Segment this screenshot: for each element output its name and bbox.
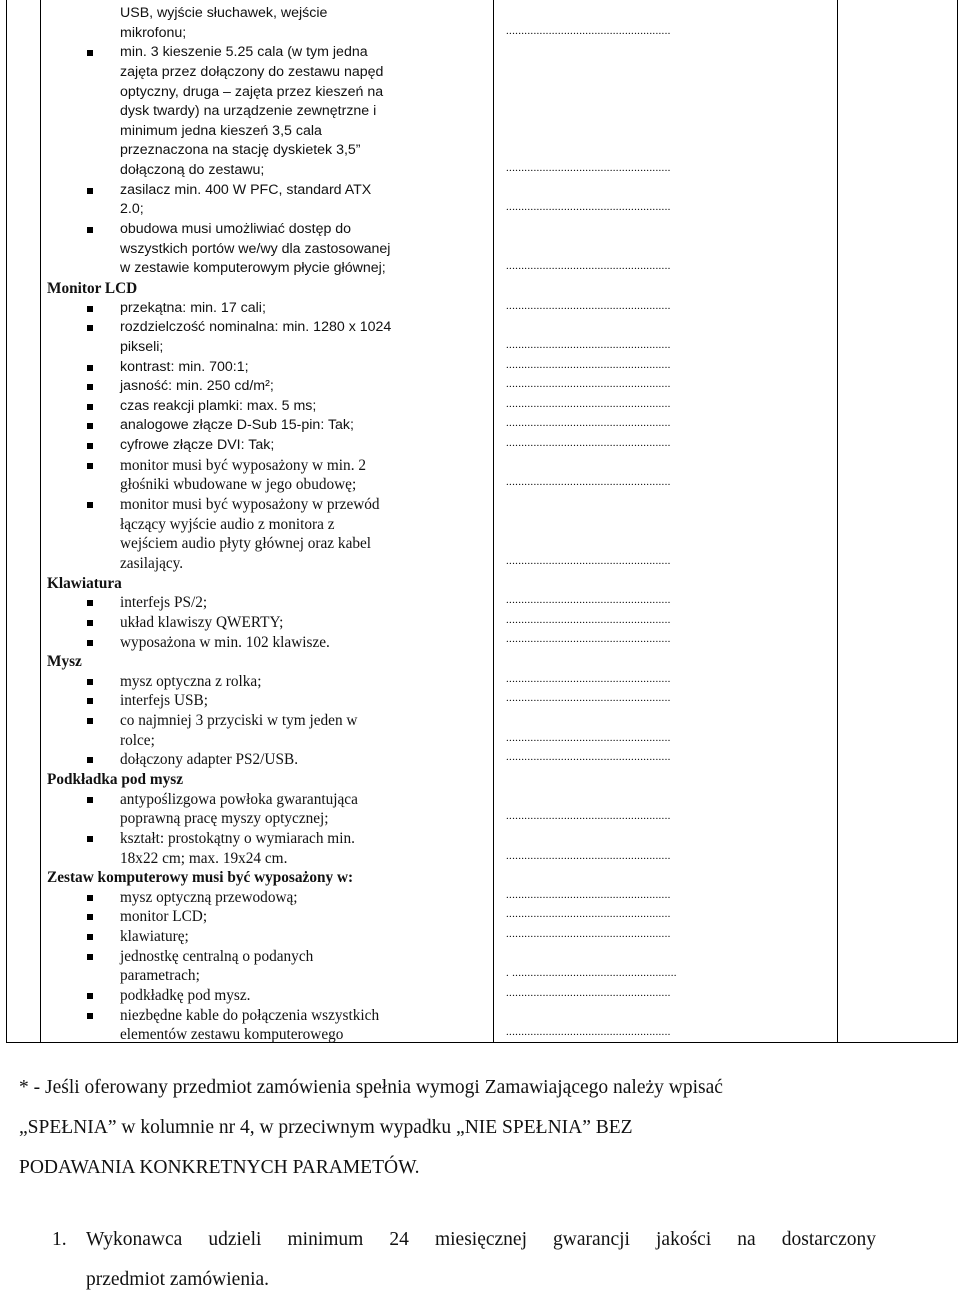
answer-blank	[506, 436, 836, 456]
spec-item	[47, 927, 467, 947]
answer-dots: ......................................................	[506, 260, 671, 273]
answer-blank	[506, 4, 836, 24]
spec-table	[6, 0, 958, 1043]
answer-blank	[506, 691, 836, 711]
spec-text: monitor musi być wyposażony w min. 2	[120, 456, 367, 474]
spec-item	[47, 691, 467, 711]
answer-dots: ......................................................	[506, 849, 671, 862]
answer-blank	[506, 515, 836, 535]
spec-text: dołączoną do zestawu;	[120, 162, 265, 179]
spec-text: Zestaw komputerowy musi być wyposażony w:	[47, 869, 354, 887]
footnote	[19, 1068, 939, 1188]
answer-dots: ......................................................	[506, 633, 671, 646]
spec-item	[47, 416, 467, 436]
spec-item-continuation	[47, 809, 467, 829]
answer-blank	[506, 593, 836, 613]
answer-blank	[506, 416, 836, 436]
column-divider-right	[837, 0, 838, 1043]
clause-text: Wykonawca udzieli minimum 24 miesięcznej gwarancji jakości na dostarczony	[86, 1229, 876, 1250]
spec-item	[47, 711, 467, 731]
bullet-square-icon	[87, 993, 93, 999]
spec-text: analogowe złącze D-Sub 15-pin: Tak;	[120, 417, 354, 434]
spec-item-continuation	[47, 338, 467, 358]
spec-text: interfejs USB;	[120, 692, 208, 710]
spec-item	[47, 790, 467, 810]
answer-blank	[506, 849, 836, 869]
spec-text: mysz optyczną przewodową;	[120, 888, 298, 906]
answer-dots: ......................................................	[506, 299, 671, 312]
bullet-square-icon	[87, 325, 93, 331]
footnote-line: „SPEŁNIA” w kolumnie nr 4, w przeciwnym wypadku „NIE SPEŁNIA” BEZ	[19, 1117, 633, 1138]
specification-column	[47, 4, 467, 1045]
spec-text: pikseli;	[120, 338, 164, 355]
spec-text: kontrast: min. 700:1;	[120, 358, 249, 375]
answer-blank	[506, 141, 836, 161]
answer-dots: ......................................................	[506, 24, 671, 37]
spec-text: cyfrowe złącze DVI: Tak;	[120, 437, 275, 454]
spec-text: podkładkę pod mysz.	[120, 987, 251, 1005]
spec-item-continuation	[47, 966, 467, 986]
spec-text: łączący wyjście audio z monitora z	[120, 515, 335, 533]
spec-text: przekątna: min. 17 cali;	[120, 299, 266, 316]
spec-item	[47, 1006, 467, 1026]
spec-item	[47, 593, 467, 613]
answer-blank	[506, 652, 836, 672]
answer-blank	[506, 279, 836, 299]
answer-dots: ......................................................	[506, 476, 671, 489]
spec-item	[47, 947, 467, 967]
spec-text: wyposażona w min. 102 klawisze.	[120, 633, 330, 651]
bullet-square-icon	[87, 895, 93, 901]
spec-text: wszystkich portów we/wy dla zastosowanej	[120, 240, 391, 257]
column-divider-middle	[493, 0, 494, 1043]
answer-blank	[506, 1006, 836, 1026]
answer-blank	[506, 711, 836, 731]
spec-text: niezbędne kable do połączenia wszystkich	[120, 1006, 380, 1024]
spec-text: mikrofonu;	[120, 24, 187, 41]
footnote-line: * - Jeśli oferowany przedmiot zamówienia spełnia wymogi Zamawiającego należy wpisać	[19, 1077, 723, 1098]
answer-dots: ......................................................	[506, 358, 671, 371]
section-header	[47, 770, 467, 790]
bullet-square-icon	[87, 914, 93, 920]
answer-blank	[506, 24, 836, 44]
spec-text: monitor musi być wyposażony w przewód	[120, 496, 380, 514]
answer-blank	[506, 83, 836, 103]
answer-dots: ......................................................	[506, 810, 671, 823]
spec-text: przeznaczona na stację dyskietek 3,5”	[120, 142, 361, 159]
section-header	[47, 652, 467, 672]
bullet-square-icon	[87, 797, 93, 803]
spec-item	[47, 829, 467, 849]
spec-item-continuation	[47, 63, 467, 83]
bullet-square-icon	[87, 640, 93, 646]
answer-blank	[506, 731, 836, 751]
bullet-square-icon	[87, 836, 93, 842]
bullet-square-icon	[87, 463, 93, 469]
answer-blank	[506, 397, 836, 417]
answer-dots: ......................................................	[506, 692, 671, 705]
bullet-square-icon	[87, 423, 93, 429]
answer-blank	[506, 888, 836, 908]
spec-text: głośniki wbudowane w jego obudowę;	[120, 476, 357, 494]
spec-text: minimum jedna kieszeń 3,5 cala	[120, 122, 322, 139]
spec-text: monitor LCD;	[120, 908, 208, 926]
bullet-square-icon	[87, 443, 93, 449]
answer-blank	[506, 809, 836, 829]
spec-item	[47, 633, 467, 653]
spec-item-continuation	[47, 554, 467, 574]
answer-dots: ......................................................	[506, 1026, 671, 1039]
spec-text: dysk twardy) na urządzenie zewnętrzne i	[120, 103, 377, 120]
spec-item	[47, 907, 467, 927]
answer-blank	[506, 613, 836, 633]
bullet-square-icon	[87, 718, 93, 724]
spec-item-continuation	[47, 534, 467, 554]
answer-blank	[506, 907, 836, 927]
answer-dots: ......................................................	[506, 987, 671, 1000]
answer-dots: . ......................................................	[506, 967, 677, 980]
spec-text: rozdzielczość nominalna: min. 1280 x 1024	[120, 319, 392, 336]
answer-blank	[506, 102, 836, 122]
spec-item-continuation	[47, 24, 467, 44]
spec-item	[47, 495, 467, 515]
spec-item	[47, 220, 467, 240]
answer-dots: ......................................................	[506, 338, 671, 351]
bullet-square-icon	[87, 757, 93, 763]
spec-text: 2.0;	[120, 201, 144, 218]
answer-dots: ......................................................	[506, 162, 671, 175]
spec-text: parametrach;	[120, 967, 200, 985]
spec-text: Klawiatura	[47, 574, 122, 592]
spec-item	[47, 456, 467, 476]
bullet-square-icon	[87, 365, 93, 371]
bullet-square-icon	[87, 1013, 93, 1019]
bullet-square-icon	[87, 384, 93, 390]
answer-blank	[506, 299, 836, 319]
spec-item-continuation	[47, 102, 467, 122]
answer-dots: ......................................................	[506, 613, 671, 626]
answer-blank	[506, 495, 836, 515]
bullet-square-icon	[87, 698, 93, 704]
spec-item-continuation	[47, 83, 467, 103]
spec-text: poprawną pracę myszy optycznej;	[120, 810, 329, 828]
bullet-square-icon	[87, 50, 93, 56]
footnote-line: PODAWANIA KONKRETNYCH PARAMETÓW.	[19, 1157, 420, 1178]
spec-text: obudowa musi umożliwiać dostęp do	[120, 221, 352, 238]
bullet-square-icon	[87, 679, 93, 685]
answer-dots: ......................................................	[506, 751, 671, 764]
spec-item	[47, 436, 467, 456]
answer-blank	[506, 122, 836, 142]
spec-text: co najmniej 3 przyciski w tym jeden w	[120, 712, 358, 730]
spec-text: Podkładka pod mysz	[47, 770, 184, 788]
answer-dots: ......................................................	[506, 201, 671, 214]
bullet-square-icon	[87, 954, 93, 960]
answer-blank	[506, 750, 836, 770]
clause-text: przedmiot zamówienia.	[86, 1269, 270, 1290]
spec-item	[47, 613, 467, 633]
spec-item	[47, 358, 467, 378]
answer-dots: ......................................................	[506, 731, 671, 744]
spec-text: optyczny, druga – zajęta przez kieszeń na	[120, 83, 384, 100]
clause-number: 1.	[52, 1229, 67, 1250]
answer-blank	[506, 338, 836, 358]
spec-item	[47, 318, 467, 338]
spec-text: Mysz	[47, 653, 82, 671]
spec-text: 18x22 cm; max. 19x24 cm.	[120, 849, 288, 867]
spec-item	[47, 672, 467, 692]
answer-blank	[506, 200, 836, 220]
answer-dots: ......................................................	[506, 908, 671, 921]
answer-blank	[506, 829, 836, 849]
spec-item	[47, 299, 467, 319]
spec-text: w zestawie komputerowym płycie głównej;	[120, 260, 386, 277]
answer-blank	[506, 377, 836, 397]
spec-text: Monitor LCD	[47, 279, 138, 297]
spec-text: USB, wyjście słuchawek, wejście	[120, 5, 328, 21]
spec-item-continuation	[47, 200, 467, 220]
bullet-square-icon	[87, 502, 93, 508]
spec-item	[47, 377, 467, 397]
answer-blank	[506, 554, 836, 574]
spec-text: zajęta przez dołączony do zestawu napęd	[120, 63, 384, 80]
answer-column	[506, 4, 836, 1045]
spec-item	[47, 397, 467, 417]
numbered-clause	[52, 1220, 892, 1300]
spec-item-continuation	[47, 161, 467, 181]
bullet-square-icon	[87, 620, 93, 626]
spec-text: zasilacz min. 400 W PFC, standard ATX	[120, 181, 372, 198]
spec-text: wejściem audio płyty głównej oraz kabel	[120, 535, 372, 553]
section-header	[47, 279, 467, 299]
bullet-square-icon	[87, 404, 93, 410]
bullet-square-icon	[87, 600, 93, 606]
answer-blank	[506, 868, 836, 888]
answer-blank	[506, 534, 836, 554]
answer-blank	[506, 1025, 836, 1045]
spec-item-continuation	[47, 141, 467, 161]
answer-dots: ......................................................	[506, 672, 671, 685]
spec-text: klawiaturę;	[120, 928, 189, 946]
spec-text: dołączony adapter PS2/USB.	[120, 751, 299, 769]
spec-item-continuation	[47, 515, 467, 535]
spec-text: jednostkę centralną o podanych	[120, 947, 314, 965]
answer-blank	[506, 947, 836, 967]
answer-blank	[506, 966, 836, 986]
column-divider-left	[40, 0, 41, 1043]
answer-blank	[506, 770, 836, 790]
bullet-square-icon	[87, 188, 93, 194]
answer-dots: ......................................................	[506, 554, 671, 567]
spec-item-continuation	[47, 475, 467, 495]
answer-dots: ......................................................	[506, 417, 671, 430]
answer-blank	[506, 318, 836, 338]
answer-blank	[506, 161, 836, 181]
bullet-square-icon	[87, 227, 93, 233]
spec-text: jasność: min. 250 cd/m²;	[120, 378, 274, 395]
answer-dots: ......................................................	[506, 888, 671, 901]
answer-blank	[506, 181, 836, 201]
answer-dots: ......................................................	[506, 928, 671, 941]
spec-item	[47, 888, 467, 908]
bullet-square-icon	[87, 934, 93, 940]
spec-text: mysz optyczna z rolka;	[120, 672, 262, 690]
answer-blank	[506, 43, 836, 63]
answer-blank	[506, 790, 836, 810]
spec-text: czas reakcji plamki: max. 5 ms;	[120, 397, 317, 414]
spec-text: kształt: prostokątny o wymiarach min.	[120, 829, 355, 847]
section-header	[47, 574, 467, 594]
answer-blank	[506, 456, 836, 476]
spec-text: rolce;	[120, 731, 155, 749]
spec-text: zasilający.	[120, 554, 184, 572]
answer-blank	[506, 672, 836, 692]
spec-text: układ klawiszy QWERTY;	[120, 613, 284, 631]
answer-dots: ......................................................	[506, 378, 671, 391]
spec-text: min. 3 kieszenie 5.25 cala (w tym jedna	[120, 44, 368, 61]
section-header	[47, 868, 467, 888]
answer-dots: ......................................................	[506, 437, 671, 450]
answer-blank	[506, 358, 836, 378]
answer-dots: ......................................................	[506, 397, 671, 410]
spec-item-continuation	[47, 4, 467, 24]
spec-item	[47, 181, 467, 201]
spec-item-continuation	[47, 240, 467, 260]
answer-blank	[506, 633, 836, 653]
spec-text: elementów zestawu komputerowego	[120, 1026, 344, 1044]
spec-text: antypoślizgowa powłoka gwarantująca	[120, 790, 358, 808]
answer-blank	[506, 259, 836, 279]
spec-item-continuation	[47, 122, 467, 142]
answer-blank	[506, 240, 836, 260]
spec-item	[47, 986, 467, 1006]
spec-item-continuation	[47, 1025, 467, 1045]
spec-item-continuation	[47, 731, 467, 751]
spec-item-continuation	[47, 259, 467, 279]
spec-text: interfejs PS/2;	[120, 594, 208, 612]
bullet-square-icon	[87, 306, 93, 312]
spec-item-continuation	[47, 849, 467, 869]
answer-blank	[506, 927, 836, 947]
answer-blank	[506, 63, 836, 83]
spec-item	[47, 43, 467, 63]
answer-blank	[506, 475, 836, 495]
answer-dots: ......................................................	[506, 594, 671, 607]
answer-blank	[506, 574, 836, 594]
answer-blank	[506, 986, 836, 1006]
answer-blank	[506, 220, 836, 240]
spec-item	[47, 750, 467, 770]
